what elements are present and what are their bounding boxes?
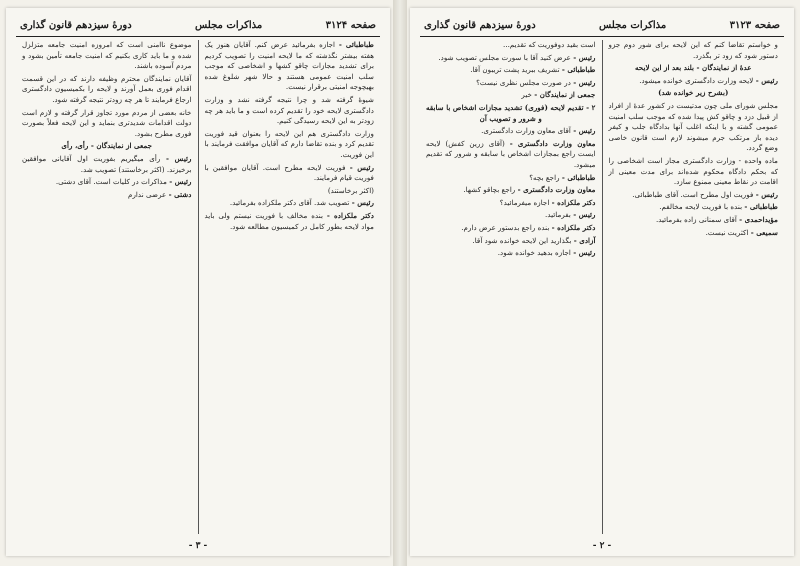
paragraph-text: عرضی ندارم bbox=[128, 189, 169, 199]
transcript-paragraph bbox=[426, 198, 596, 209]
right-page-number: صفحه ۳۱۲۳ bbox=[729, 19, 780, 31]
transcript-paragraph bbox=[609, 101, 779, 154]
right-header-title: مذاکرات مجلس bbox=[599, 19, 667, 31]
paragraph-text: خیر bbox=[521, 90, 535, 100]
paragraph-text: بنده راجع بدستور عرض دارم. bbox=[461, 222, 552, 232]
paragraph-text: ماده واحده - وزارت دادگستری مجاز است اشخاصی را که بحکم دادگاه محکوم شده‌اند برای مدت معینی از اقامت در نقاط معینی ممنوع سازد. bbox=[608, 155, 778, 187]
transcript-paragraph bbox=[426, 103, 596, 124]
paragraph-text: (اکثر برخاستند) bbox=[327, 185, 374, 195]
transcript-paragraph bbox=[426, 53, 596, 64]
transcript-paragraph bbox=[426, 223, 596, 234]
left-header-session: دورهٔ سیزدهم قانون گذاری bbox=[20, 19, 132, 31]
paragraph-text: بنده با فوریت لایحه مخالفم. bbox=[659, 202, 745, 212]
transcript-paragraph bbox=[609, 40, 779, 61]
speaker-name: دکتر ملکزاده - bbox=[326, 210, 375, 220]
speaker-name: طباطبائی - bbox=[744, 202, 778, 212]
paragraph-text: شیوهٔ گرفته شد و چرا نتیجه گرفته نشد و وزارت دادگستری لایحه خود را تقدیم کرده است و ما باید هر چه زودتر به این لایحه رسیدگی کنیم. bbox=[204, 94, 374, 126]
speaker-name: رئیس - bbox=[573, 126, 596, 136]
paragraph-text: عدهٔ از نمایندگان - بلند بعد از این لایحه bbox=[634, 63, 752, 73]
paragraph-text: آقای سمنانی زاده بفرمائید. bbox=[655, 214, 740, 224]
speaker-name: رئیس - bbox=[169, 177, 192, 187]
paragraph-text: رأی میگیریم بفوریت اول آقایانی موافقین برخیزند. (اکثر برخاستند) تصویب شد. bbox=[22, 153, 192, 174]
speaker-name: رئیس - bbox=[573, 52, 596, 62]
left-page-columns bbox=[16, 40, 380, 534]
left-page-column-2 bbox=[16, 40, 199, 534]
speaker-name: معاون وزارت دادگستری - bbox=[517, 185, 596, 195]
transcript-paragraph bbox=[205, 40, 375, 93]
speaker-name: رئیس - bbox=[351, 198, 374, 208]
transcript-paragraph bbox=[205, 198, 375, 209]
speaker-name: رئیس - bbox=[573, 248, 596, 258]
transcript-paragraph bbox=[22, 190, 192, 201]
paragraph-text: راجع بچه؟ bbox=[529, 172, 562, 182]
transcript-paragraph bbox=[609, 88, 779, 99]
transcript-paragraph bbox=[609, 215, 779, 226]
paragraph-text: ۲ - تقدیم لایحه (فوری) تشدید مجازات اشخاص با سابقه و شرور و تصویب آن bbox=[425, 102, 596, 123]
left-page-footer: - ۳ - bbox=[188, 541, 208, 551]
transcript-paragraph bbox=[609, 190, 779, 201]
book-gutter bbox=[393, 0, 407, 566]
speaker-name: طباطبائی - bbox=[561, 172, 596, 182]
paragraph-text: اجازه بدهید خوانده شود. bbox=[497, 248, 574, 258]
transcript-paragraph bbox=[609, 156, 779, 188]
paragraph-text: لایحه وزارت دادگستری خوانده میشود. bbox=[639, 75, 756, 85]
transcript-paragraph bbox=[609, 202, 779, 213]
speaker-name: رئیس - bbox=[573, 210, 596, 220]
paragraph-text: فوریت لایحه مطرح است. آقایان موافقین با فوریت قیام فرمایند. bbox=[204, 162, 374, 183]
paragraph-text: مذاکرات در کلیات است. آقای دشتی. bbox=[55, 177, 170, 187]
transcript-paragraph bbox=[426, 185, 596, 196]
paragraph-text: تشریف ببرید پشت تریبون آقا. bbox=[470, 65, 562, 75]
speaker-name: معاون وزارت دادگستری - bbox=[509, 138, 596, 148]
left-header-title: مذاکرات مجلس bbox=[195, 19, 263, 31]
transcript-paragraph bbox=[426, 173, 596, 184]
paragraph-text: آقایان نمایندگان محترم وظیفه دارند که در این قسمت اقدام فوری بعمل آورند و لایحه را بکمیسیون دادگستری ارجاع فرمایند تا هر چه زودتر نتیجه گرفته شود. bbox=[22, 73, 192, 104]
transcript-paragraph bbox=[426, 40, 596, 51]
paragraph-text: فوریت اول مطرح است. آقای طباطبائی. bbox=[632, 189, 756, 199]
paragraph-text: است بقید دوفوریت که تقدیم... bbox=[503, 40, 596, 49]
paragraph-text: و خواستم تقاضا کنم که این لایحه برای شور دوم جزو دستور شود که زود تر بگذرد. bbox=[608, 40, 778, 60]
paragraph-text: (آقای زرین کفش) لایحه ایست راجع بمجازات اشخاص با سابقه و شرور که تقدیم میشود. bbox=[426, 138, 596, 169]
right-header-session: دورهٔ سیزدهم قانون گذاری bbox=[424, 19, 536, 31]
speaker-name: رئیس - bbox=[755, 189, 778, 199]
transcript-paragraph bbox=[426, 210, 596, 221]
right-page-header bbox=[420, 14, 784, 37]
left-page bbox=[6, 8, 390, 556]
transcript-paragraph bbox=[609, 76, 779, 87]
paragraph-text: اجازه بفرمائید عرض کنم. آقایان هنوز یک هفته بیشتر نگذشته که ما لایحه امنیت را تصویب کردیم برای تشدید مجازات چاقو کشها و اشخاصی که موجب سلب امنیت عمومی هستند و حالا شهر شلوغ شده بهیچوجه امنیتی برقرار نیست. bbox=[204, 40, 374, 92]
transcript-paragraph bbox=[22, 108, 192, 140]
paragraph-text: تصویب شد. آقای دکتر ملکزاده بفرمائید. bbox=[229, 198, 352, 208]
paragraph-text: آقای معاون وزارت دادگستری. bbox=[481, 126, 574, 136]
transcript-paragraph bbox=[426, 90, 596, 101]
speaker-name: دکتر ملکزاده - bbox=[551, 222, 596, 232]
speaker-name: آزادی - bbox=[573, 235, 596, 245]
transcript-paragraph bbox=[205, 95, 375, 127]
transcript-paragraph bbox=[205, 129, 375, 161]
transcript-paragraph bbox=[205, 211, 375, 232]
transcript-paragraph bbox=[609, 228, 779, 239]
paragraph-text: بگذارید این لایحه خوانده شود آقا. bbox=[472, 235, 574, 245]
speaker-name: دشتی - bbox=[168, 189, 192, 199]
right-page-footer: - ۲ - bbox=[592, 541, 612, 551]
transcript-paragraph bbox=[22, 141, 192, 152]
transcript-paragraph bbox=[609, 63, 779, 74]
paragraph-text: راجع بچاقو کشها. bbox=[463, 185, 518, 195]
transcript-paragraph bbox=[426, 126, 596, 137]
paragraph-text: بنده مخالف با فوریت نیستم ولی باید مواد لایحه بطور کامل در کمیسیون مطالعه شود. bbox=[204, 210, 374, 231]
transcript-paragraph bbox=[22, 40, 192, 72]
speaker-name: طباطبائی - bbox=[561, 65, 596, 75]
paragraph-text: مجلس شورای ملی چون مدتیست در کشور عدهٔ از افراد از قبیل دزد و چاقو کش پیدا شده که موجب سلب امنیت عمومی گشته و با اینکه اغلب آنها بدادگاه جلب و کیفر دیده باز مرتکب جرم میشوند لازم است قانون خاصی وضع گردد. bbox=[608, 100, 778, 153]
left-page-header bbox=[16, 14, 380, 37]
transcript-paragraph bbox=[22, 177, 192, 188]
right-page bbox=[410, 8, 794, 556]
transcript-paragraph bbox=[426, 139, 596, 171]
transcript-paragraph bbox=[426, 236, 596, 247]
right-page-column-2 bbox=[420, 40, 603, 534]
paragraph-text: در صورت مجلس نظری نیست؟ bbox=[476, 77, 574, 87]
paragraph-text: موضوع ناامنی است که امروزه امنیت جامعه متزلزل شده و ما باید کاری بکنیم که امنیت جامعه تأمین بشود و مردم آسوده باشند. bbox=[22, 40, 192, 71]
speaker-name: رئیس - bbox=[349, 162, 374, 172]
speaker-name: مؤیداحمدی - bbox=[739, 214, 778, 224]
speaker-name: رئیس - bbox=[755, 75, 778, 85]
right-page-column-1 bbox=[603, 40, 785, 534]
speaker-name: رئیس - bbox=[573, 77, 596, 87]
paragraph-text: خانه بعضی از مردم مورد تجاوز قرار گرفته و لازم است دولت اقدامات شدیدتری بنماید و این لایحه فعلاً بصورت فوری مطرح بشود. bbox=[22, 107, 192, 138]
speaker-name: جمعی از نمایندگان - bbox=[534, 90, 596, 100]
transcript-paragraph bbox=[426, 78, 596, 89]
speaker-name: سمیعی - bbox=[750, 227, 778, 237]
transcript-paragraph bbox=[22, 74, 192, 106]
speaker-name: طباطبائی - bbox=[338, 40, 374, 49]
left-page-number: صفحه ۳۱۲۴ bbox=[325, 19, 376, 31]
left-page-column-1 bbox=[199, 40, 381, 534]
paragraph-text: بفرمائید. bbox=[545, 210, 574, 220]
paragraph-text: عرض کنید آقا با سورت مجلس تصویب شود. bbox=[438, 52, 574, 62]
transcript-paragraph bbox=[205, 186, 375, 197]
speaker-name: رئیس - bbox=[165, 153, 192, 163]
paragraph-text: اجازه میفرمائید؟ bbox=[499, 197, 552, 207]
transcript-paragraph bbox=[205, 163, 375, 184]
paragraph-text: (بشرح زیر خوانده شد) bbox=[658, 88, 729, 98]
paragraph-text: اکثریت نیست. bbox=[705, 227, 751, 237]
transcript-paragraph bbox=[22, 154, 192, 175]
paragraph-text: جمعی از نمایندگان - رأی، رأی bbox=[61, 141, 153, 151]
transcript-paragraph bbox=[426, 248, 596, 259]
paragraph-text: وزارت دادگستری هم این لایحه را بعنوان قید فوریت تقدیم کرد و بنده تقاضا دارم که آقایان موافقت فرمایند با این فوریت. bbox=[204, 128, 374, 159]
right-page-columns bbox=[420, 40, 784, 534]
speaker-name: دکتر ملکزاده - bbox=[551, 197, 596, 207]
transcript-paragraph bbox=[426, 65, 596, 76]
